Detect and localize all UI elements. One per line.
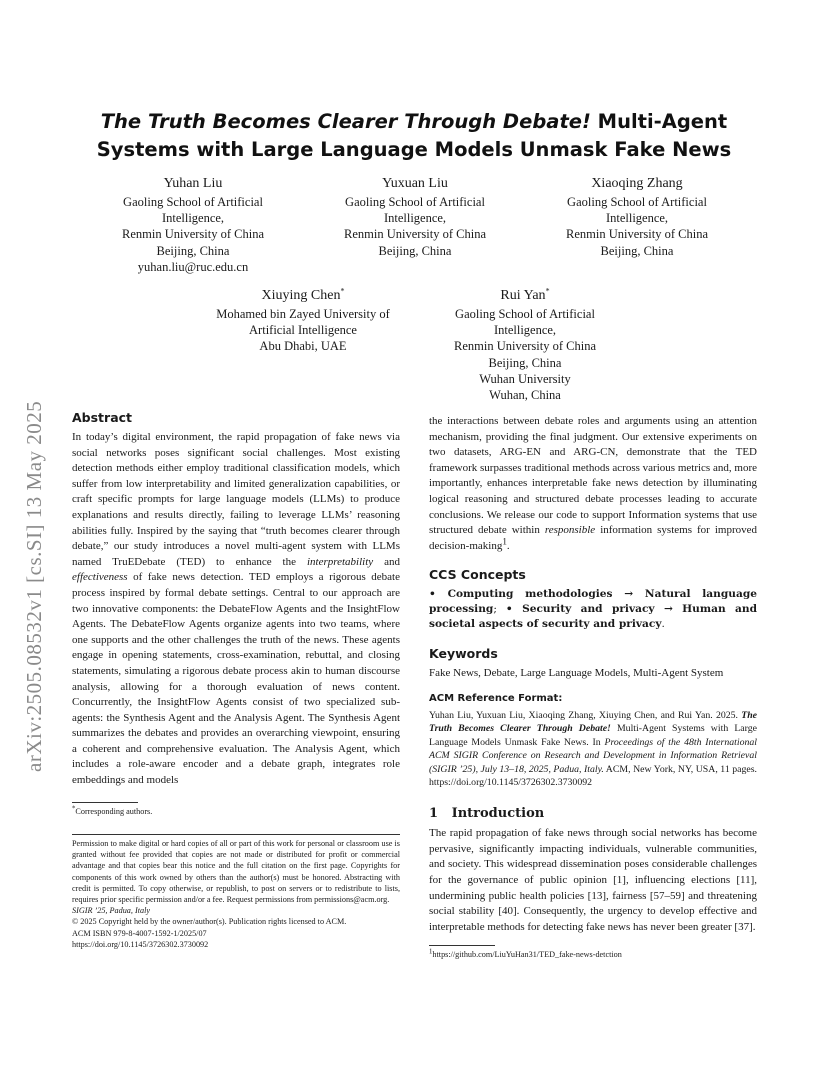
author-location: Wuhan, China	[489, 388, 561, 403]
code-footnote: $^1$https://github.com/LiuYuHan31/TED_fake-news-detction	[429, 948, 622, 959]
keywords-text: Fake News, Debate, Large Language Models, Multi-Agent System	[429, 667, 724, 680]
ccs-heading: CCS Concepts	[429, 567, 526, 583]
author-location: Beijing, China	[600, 243, 674, 258]
ccs-text: • Computing methodologies → Natural language processing; • Security and privacy → Human and societal aspects of security and privacy.	[429, 588, 757, 631]
title-rest: Multi-Agent	[590, 110, 728, 133]
author-block-xiuying-chen	[200, 286, 406, 355]
author-location: Beijing, China	[156, 243, 230, 258]
footnote-mark: 1	[502, 536, 507, 547]
author-location: Beijing, China	[378, 243, 452, 258]
permission-block	[72, 838, 400, 950]
author-affiliation: Mohamed bin Zayed University of	[216, 307, 390, 321]
author-affiliation: Intelligence,	[493, 323, 557, 338]
author-affiliation: Gaoling School of Artificial	[345, 195, 485, 209]
author-name: Rui Yan*	[500, 286, 550, 303]
code-footnote-divider	[429, 945, 495, 946]
footnote-divider	[72, 802, 138, 803]
author-affiliation: Intelligence,	[161, 211, 225, 226]
author-affiliation: Renmin University of China	[454, 339, 596, 354]
title-italic: The Truth Becomes Clearer Through Debate!	[100, 110, 591, 133]
author-affiliation: Gaoling School of Artificial	[567, 195, 707, 209]
title-line2: Systems with Large Language Models Unmask Fake News	[96, 138, 732, 161]
abstract-text: In today’s digital environment, the rapid propagation of fake news via social networks poses significant social challenges. Most existing detection methods either employ traditional classification models, which suffer from low interpretability and limited generalization capabilities, or craft specific prompts for large language models (LLMs) to produce explanations and results directly, failing to leverage LLMs’ reasoning abilities fully. Inspired by the saying that “truth becomes clearer through debate,” our study introduces a novel multi-agent system with LLMs named TruEDebate (TED) to enhance the interpretability and effectiveness of fake news detection. TED employs a rigorous debate process inspired by formal debate settings. Central to our approach are two innovative components: the DebateFlow Agents and the InsightFlow Agents. The DebateFlow Agents organize agents into two teams, where one supports and the other challenges the truth of the news. These agents engage in opening statements, cross-examination, rebuttal, and closing statements, simulating a rigorous debate process akin to human discourse analysis, allowing for a thorough evaluation of news content. Concurrently, the InsightFlow Agents consist of two specialized sub-agents: the Synthesis Agent and the Analysis Agent. The Synthesis Agent summarizes the debates and provides an overarching viewpoint, ensuring a coherent and comprehensive evaluation. The Analysis Agent, which includes a role-aware encoder and a debate graph, integrates role embeddings and models	[72, 431, 400, 787]
code-link[interactable]: https://github.com/LiuYuHan31/TED_fake-news-detction	[432, 950, 622, 959]
isbn-text: ACM ISBN 979-8-4007-1592-1/2025/07	[72, 928, 207, 938]
author-affiliation: Gaoling School of Artificial	[455, 307, 595, 321]
permission-text: Permission to make digital or hard copies of all or part of this work for personal or classroom use is granted without fee provided that copies are not made or distributed for profit or commercial advantage and that copies bear this notice and the full citation on the first page. Copyrights for components of this work owned by others than the author(s) must be honored. Abstracting with credit is permitted. To copy otherwise, or republish, to post on servers or to redistribute to lists, requires prior specific permission and/or a fee. Request permissions from permissions@acm.org.	[72, 839, 400, 905]
author-affiliation: Artificial Intelligence	[249, 323, 357, 338]
author-affiliation: Wuhan University	[479, 371, 571, 386]
keywords-heading: Keywords	[429, 646, 498, 662]
author-location: Abu Dhabi, UAE	[259, 339, 347, 354]
acm-ref-heading: ACM Reference Format:	[429, 692, 563, 704]
author-name: Yuhan Liu	[163, 176, 223, 191]
author-affiliation: Renmin University of China	[122, 227, 264, 242]
abstract-continued: the interactions between debate roles and arguments using an attention mechanism, providing the final judgment. Our extensive experiments on two datasets, ARG-EN and ARG-CN, demonstrate that the TED framework surpasses traditional methods across various metrics and, more importantly, enhances interpretable fake news detection by illuminating logical reasoning and structured debate processes leading to accurate conclusions. We release our code to support Information systems that use structured debate within responsible information systems for improved decision-making$^1$.	[429, 415, 757, 552]
arxiv-sidebar-stamp: arXiv:2505.08532v1 [cs.SI] 13 May 2025	[22, 400, 46, 772]
corresponding-footnote: *Corresponding authors.	[72, 805, 153, 816]
author-block-rui-yan	[422, 286, 628, 403]
corresponding-mark: *	[340, 286, 345, 296]
author-location: Beijing, China	[488, 355, 562, 370]
author-block-yuxuan-liu	[322, 174, 508, 259]
acm-ref-text: Yuhan Liu, Yuxuan Liu, Xiaoqing Zhang, Xiuying Chen, and Rui Yan. 2025. The Truth Becomes Clearer Through Debate! Multi-Agent Systems with Large Language Models Unmask Fake News. In Proceedings of the 48th International ACM SIGIR Conference on Research and Development in Information Retrieval (SIGIR ’25), July 13–18, 2025, Padua, Italy. ACM, New York, NY, USA, 11 pages. https://doi.org/10.1145/3726302.3730092	[429, 709, 757, 789]
venue-text: SIGIR ’25, Padua, Italy	[72, 906, 150, 916]
author-affiliation: Gaoling School of Artificial	[123, 195, 263, 209]
author-affiliation: Renmin University of China	[566, 227, 708, 242]
introduction-text: The rapid propagation of fake news through social networks has become pervasive, significantly impacting individuals, vulnerable communities, and society. This widespread dissemination poses considerable challenges for the governance of public opinion [1], influencing elections [11], undermining public health policies [13], fairness [57–59] and threatening social stability [40]. Consequently, the urgency to develop effective and interpretable methods for detecting fake news has never been greater [37].	[429, 827, 757, 933]
permission-divider	[72, 834, 400, 835]
author-affiliation: Intelligence,	[383, 211, 447, 226]
author-email: yuhan.liu@ruc.edu.cn	[137, 259, 249, 274]
doi-link[interactable]: https://doi.org/10.1145/3726302.3730092	[72, 939, 209, 949]
author-name: Yuxuan Liu	[382, 176, 448, 191]
corresponding-mark: *	[545, 286, 550, 296]
author-name: Xiuying Chen*	[261, 286, 345, 303]
author-name: Xiaoqing Zhang	[591, 176, 683, 191]
author-affiliation: Intelligence,	[605, 211, 669, 226]
author-affiliation: Renmin University of China	[344, 227, 486, 242]
abstract-heading: Abstract	[72, 410, 133, 425]
author-block-yuhan-liu	[100, 174, 286, 275]
paper-title	[70, 108, 758, 164]
copyright-text: © 2025 Copyright held by the owner/author(s). Publication rights licensed to ACM.	[72, 917, 347, 927]
left-column	[72, 410, 400, 789]
right-column	[429, 414, 757, 935]
author-block-xiaoqing-zhang	[544, 174, 730, 259]
introduction-heading: 1 Introduction	[429, 805, 545, 821]
